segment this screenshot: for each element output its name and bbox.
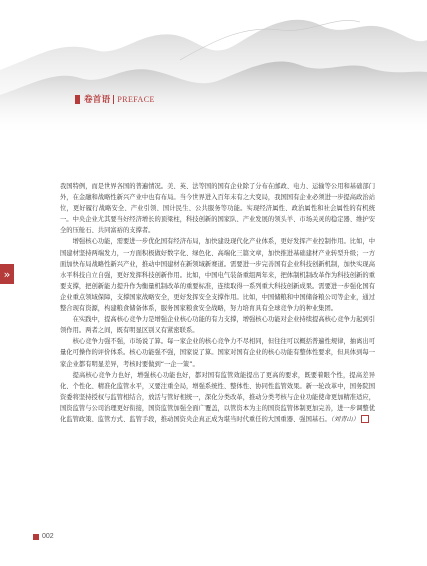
page-footer	[33, 533, 54, 540]
paragraph: 核心竞争力强不强，市场说了算。每一家企业的核心竞争力不尽相同，但往往可以概括普遍性规律，抽离出可量化可操作的评价体系。核心功能强不强，国家说了算。国家对国有企业的核心功能有整体性要求，但具体到每一家企业都有明显差异，考核时要做到“一企一策”。	[60, 338, 375, 368]
section-subtitle: PREFACE	[117, 94, 155, 104]
page-number: 002	[42, 533, 54, 540]
header-separator	[113, 95, 114, 104]
header-accent-mark	[75, 95, 80, 104]
article-body	[60, 181, 375, 425]
paragraph: 增强核心功能，需要进一步优化国有经济布局，加快建设现代化产业体系，更好发挥产业控制作用。比如，中国建材坚持两端发力，一方面积极做好数字化、绿色化、高端化三篇文章，加快推进基础建材产业转型升级；一方面加快布局战略性新兴产业，推动中国建材在新领域新赛道。需要进一步完善国有企业科技创新机制，加快实现高水平科技自立自强，更好发挥科技创新作用。比如，中国电气装备重组两年来，把体制机制改革作为科技创新的重要支撑，把创新能力提升作为衡量机制改革的重要标准，连续取得一系列重大科技创新成果。需要进一步强化国有企业重点领域保障，支撑国家战略安全，更好发挥安全支撑作用。比如，中国储粮和中国储备粮公司等企业，通过整合现有资源，构建粮食储备体系，服务国家粮食安全战略，努力培育具有全球竞争力的种业集团。	[60, 238, 375, 313]
end-mark-icon	[361, 415, 369, 423]
footer-accent-mark	[33, 534, 39, 540]
paragraph-text: 提高核心竞争力也好，增强核心功能也好，都对国有监管效能提出了更高的要求，既要着眼个性，提高差异化、个性化、精准化监管水平，又要注重全局，增强系统性、整体性、协同性监管效果。新一轮改革中，国务院国资委将坚持授权与监管相结合，放活与管好相统一，深化分类改革，推动分类考核与企业功能使命更加精准适应，国资监管与公司治理更好衔接，国资监管加强全面广覆盖，以管资本为主的国资监管体制更加完善，进一步调整优化监管政策、监管方式、监管手段，推动国资央企真正成为堪当时代重任的大国重器、强国基石。	[60, 371, 375, 423]
paragraph: 在实践中，提高核心竞争力是增强企业核心功能的有力支撑，增强核心功能对企业持续提高核心竞争力起到引领作用。两者之间，既有明显区别又有紧密联系。	[60, 316, 375, 335]
section-title: 卷首语	[84, 95, 111, 105]
section-header	[75, 93, 155, 105]
last-paragraph	[60, 370, 375, 425]
double-chevron-right-icon: »	[0, 264, 14, 284]
author-signature: （刘青山）	[330, 415, 360, 423]
paragraph: 我国特例，而是世界各国的普遍情况。美、英、法等国的国有企业除了分布在邮政、电力、运输等公用和基础部门外，在金融和战略性新兴产业中也有布局。当今世界进入百年未有之大变局，我国国有企业必须进一步提高政治站位，更好履行战略安全、产业引领、国计民生、公共服务等功能。实现经济属性、政治属性和社会属性的有机统一。中央企业尤其要当好经济增长的顶梁柱，科技创新的国家队、产业发展的领头羊、市场关灵的稳定器、维护安全的压舱石、共同富裕的支撑者。	[60, 183, 375, 235]
mountain-ink-background	[0, 0, 427, 135]
